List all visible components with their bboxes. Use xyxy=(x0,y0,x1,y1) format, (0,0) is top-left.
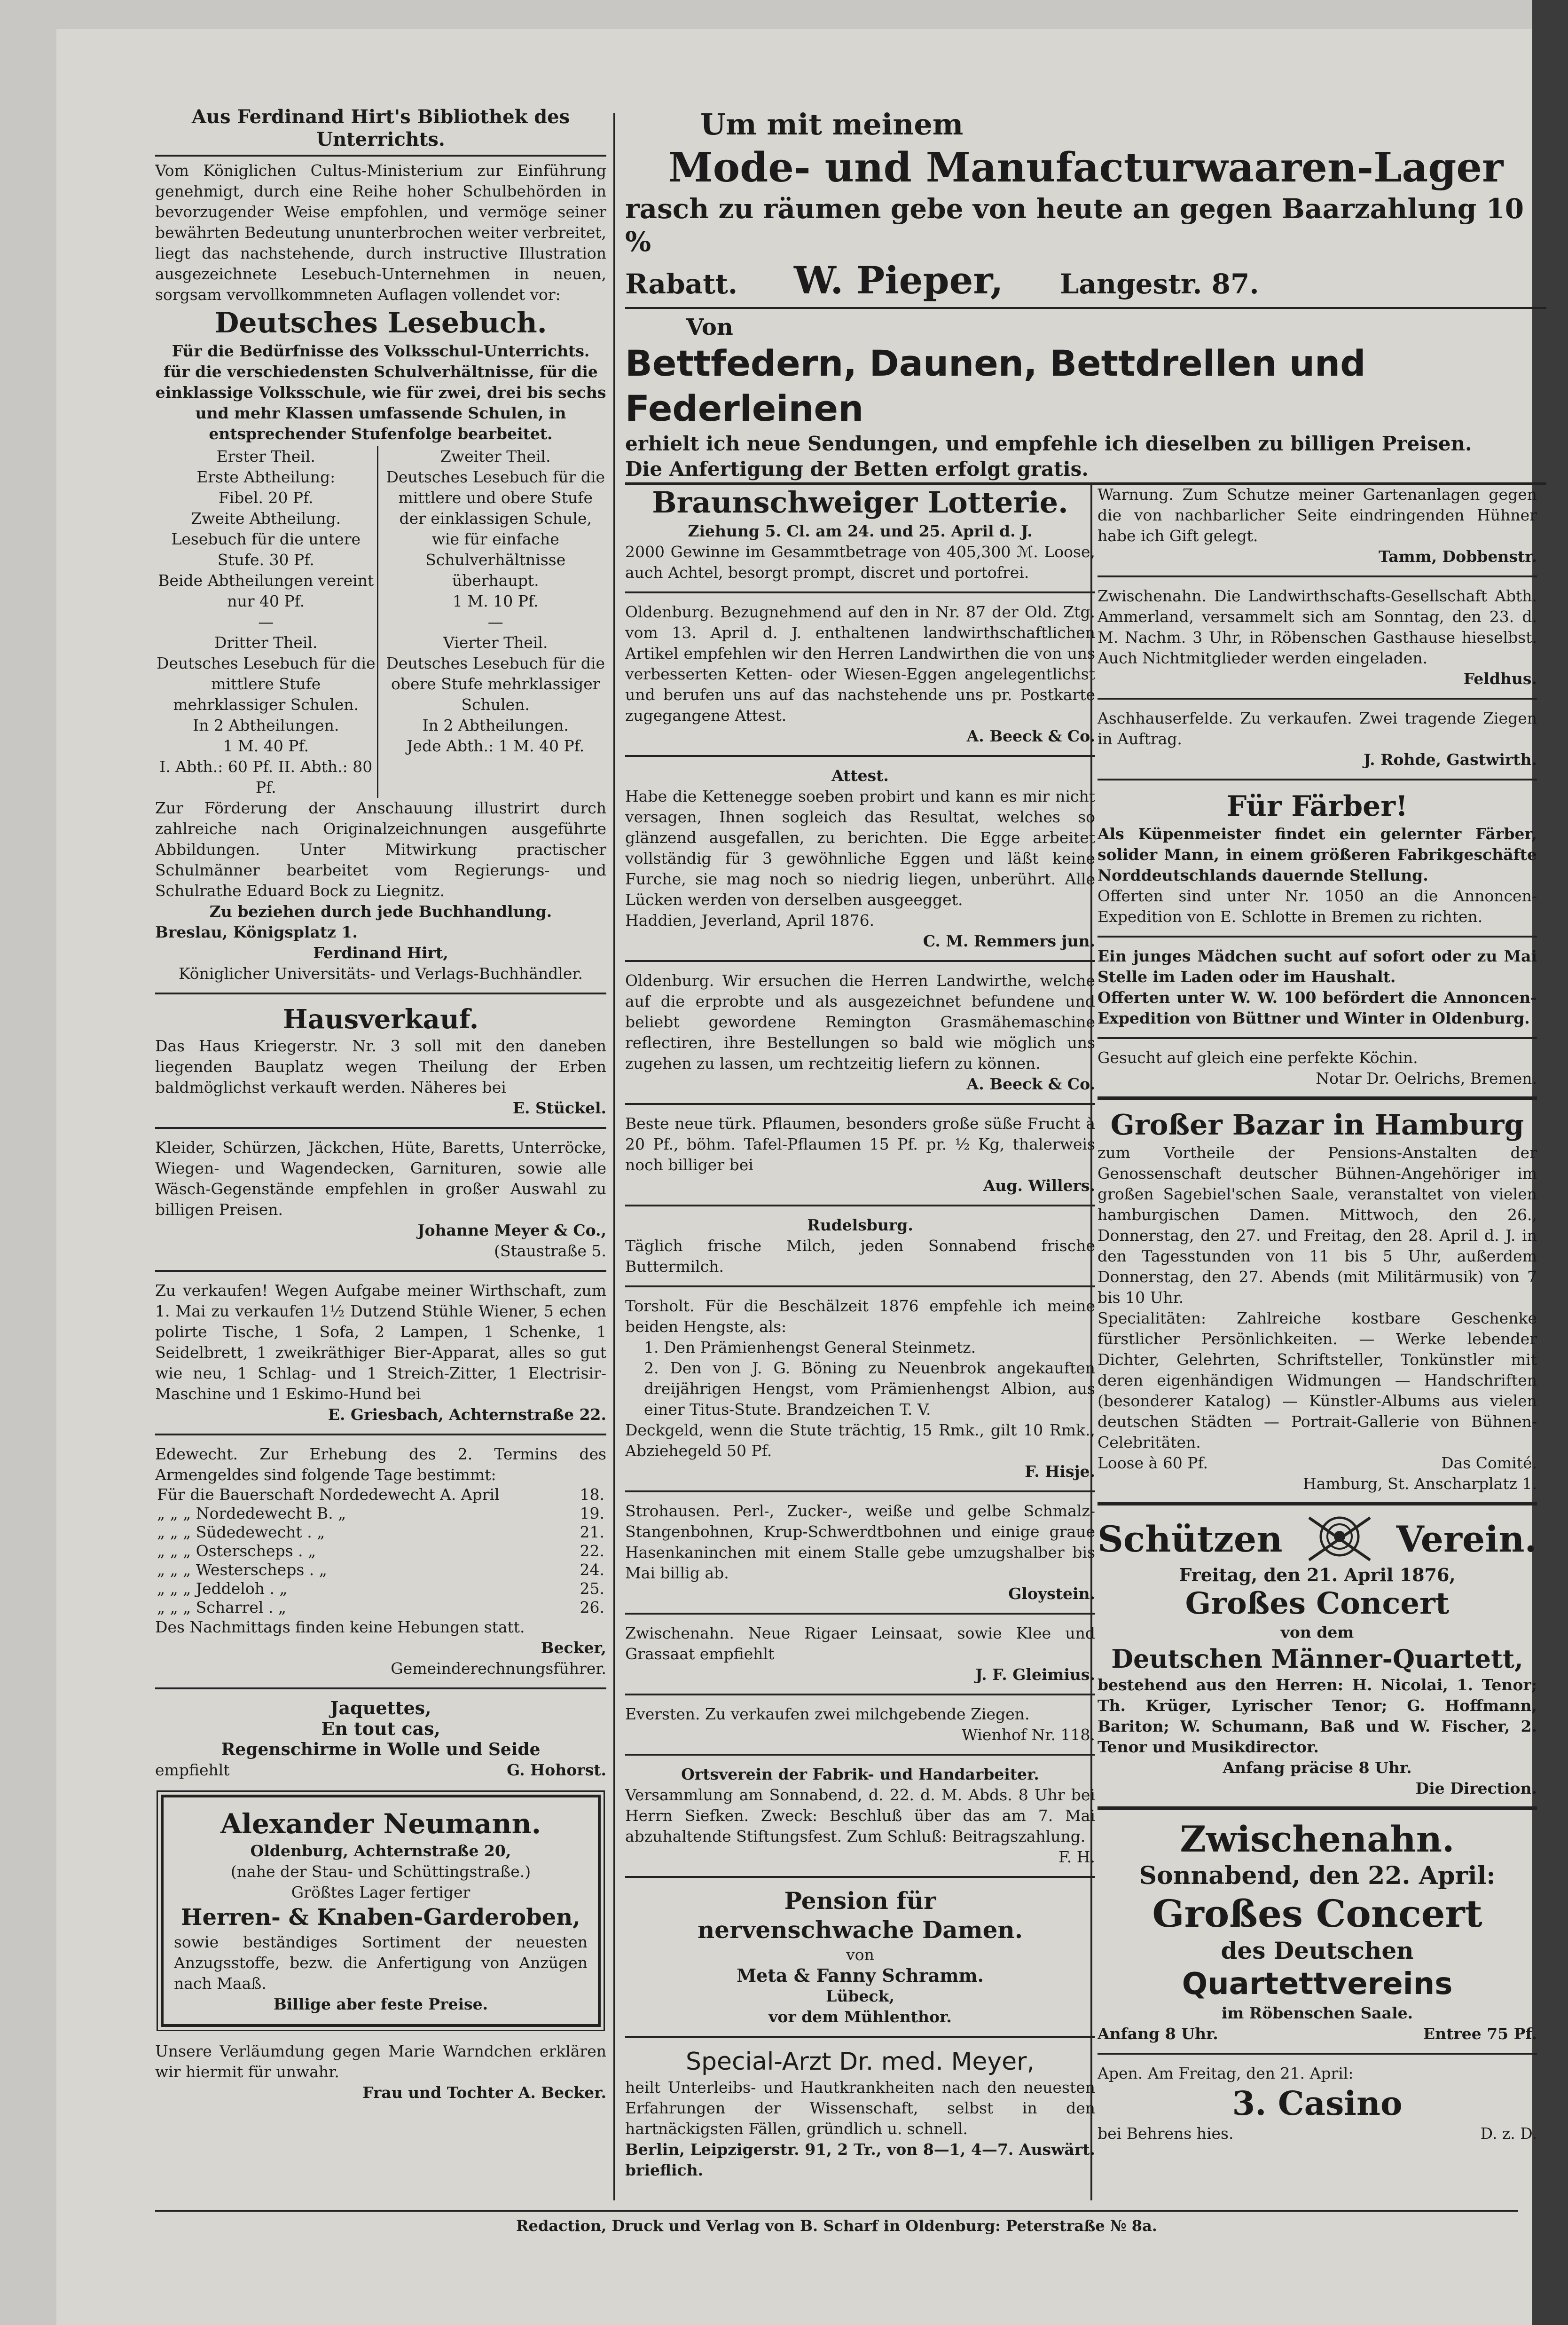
hirt-buy: Zu beziehen durch jede Buchhandlung. xyxy=(209,902,552,921)
schedule-place: „ „ „ Scharrel . „ xyxy=(157,1598,286,1616)
edewecht-intro: Edewecht. Zur Erhebung des 2. Termins des Armengeldes sind folgende Tage bestimmt: xyxy=(155,1445,606,1484)
rudelsburg-text: Täglich frische Milch, jeden Sonnabend frische Buttermilch. xyxy=(625,1237,1095,1276)
neumann-title: Alexander Neumann. xyxy=(220,1808,541,1840)
bettfedern-text2: Die Anfertigung der Betten erfolgt gratis. xyxy=(625,457,1089,481)
pieper-addr: Langestr. 87. xyxy=(1059,268,1259,300)
zwischenahn-start: Anfang 8 Uhr. xyxy=(1098,2025,1218,2043)
divider xyxy=(625,1205,1095,1206)
apen-bei: bei Behrens hies. xyxy=(1098,2124,1234,2143)
hirt-end: Zur Förderung der Anschauung illustrirt durch zahlreiche nach Originalzeichnungen ausgeführte Abbildungen. Unter Mitwirkung practischer Schulmänner bearbeitet vom Regierungs- und Schulrathe Eduard Bock zu Liegnitz. xyxy=(155,799,606,900)
neumann-big: Herren- & Knaben-Garderoben, xyxy=(181,1904,580,1931)
ortsverein-sig: F. H. xyxy=(1058,1848,1095,1866)
divider xyxy=(155,1434,606,1435)
schuetzen-quartett: Deutschen Männer-Quartett, xyxy=(1111,1644,1523,1674)
zwischenahn-gesellschaft: Zwischenahn. Die Landwirthschafts-Gesellschaft Abth. Ammerland, versammelt sich am Sonntag, den 23. d. M. Nachm. 3 Uhr, in Röbenschen Gasthause hieselbst. Auch Nichtmitglieder werden eingeladen. xyxy=(1098,587,1537,667)
schedule-row xyxy=(155,1523,606,1542)
lesebuch-sub2: für die verschiedensten Schulverhältnisse, für die einklassige Volksschule, wie für zwei, drei bis sechs und mehr Klassen umfassende Schulen, in entsprechender Stufenfolge bearbeitet. xyxy=(155,363,606,443)
pension-2: nervenschwache Damen. xyxy=(697,1916,1023,1944)
schuetzen-word: Schützen xyxy=(1098,1518,1283,1560)
imprint-footer xyxy=(155,2210,1518,2249)
schedule-place: „ „ „ Osterscheps . „ xyxy=(157,1542,316,1560)
aschhauserfelde-text: Aschhauserfelde. Zu verkaufen. Zwei tragende Ziegen in Auftrag. xyxy=(1098,709,1537,748)
special-arzt-title: Special-Arzt Dr. med. Meyer, xyxy=(685,2048,1035,2076)
verkauf-text: Zu verkaufen! Wegen Aufgabe meiner Wirthschaft, zum 1. Mai zu verkaufen 1½ Dutzend Stühle Wiener, 5 echen polirte Tische, 1 Sofa, 2 Lampen, 1 Schenke, 1 Seidelbrett, 1 zweikräthiger Bier-Apparat, alles so gut wie neu, 1 Schlag- und 1 Streich-Zitter, 1 Electrisir-Maschine und 1 Eskimo-Hund bei xyxy=(155,1281,606,1403)
schedule-date: 22. xyxy=(580,1542,604,1560)
bettfedern-headline: Bettfedern, Daunen, Bettdrellen und Federleinen xyxy=(625,342,1366,429)
verein-word: Verein. xyxy=(1396,1518,1537,1560)
hausverkauf-title: Hausverkauf. xyxy=(282,1004,479,1035)
bazar-text2: Specialitäten: Zahlreiche kostbare Geschenke fürstlicher Persönlichkeiten. — Werke lebender Dichter, Gelehrten, Schriftsteller, Tonkünstler mit deren eigenhändigen Widmungen — Handschriften (besonderer Katalog) — Künstler-Albums aus vielen deutschen Städten — Portrait-Gallerie von Bühnen-Celebritäten. xyxy=(1098,1309,1537,1451)
lesebuch-left-line: I. Abth.: 60 Pf. II. Abth.: 80 Pf. xyxy=(159,757,373,796)
schedule-place: „ „ „ Südedewecht . „ xyxy=(157,1523,325,1541)
warndchen-name: Frau und Tochter A. Becker. xyxy=(362,2083,606,2102)
schedule-row xyxy=(155,1542,606,1561)
edewecht-name: Becker, xyxy=(541,1639,606,1657)
schedule-place: „ „ „ Nordedewecht B. „ xyxy=(157,1504,346,1522)
pension-1: Pension für xyxy=(784,1887,936,1915)
schedule-row xyxy=(155,1561,606,1579)
divider xyxy=(625,1613,1095,1615)
imprint-text: Redaction, Druck und Verlag von B. Scharf in Oldenburg: Peterstraße № 8a. xyxy=(516,2217,1157,2235)
wienhof-name: Wienhof Nr. 118. xyxy=(962,1726,1095,1744)
neumann-ad-box xyxy=(161,1795,601,2027)
attest-text: Habe die Kettenegge soeben probirt und kann es mir nicht versagen, Ihnen sogleich das Resultat, welches so glänzend ausgefallen, zu berichten. Die Egge arbeitet vollständig für 3 gewöhnliche Eggen und läßt keine Furche, sie mag noch so niedrig liegen, unberührt. Alle Lücken werden von derselben ausgeegget. xyxy=(625,787,1095,909)
zwischenahn-des: des Deutschen xyxy=(1221,1937,1414,1964)
divider xyxy=(1098,575,1537,577)
schedule-date: 21. xyxy=(580,1523,604,1541)
pension-5: Lübeck, xyxy=(826,1987,894,2005)
divider xyxy=(625,755,1095,757)
divider xyxy=(625,1754,1095,1756)
lesebuch-left-line: 1 M. 40 Pf. xyxy=(223,737,309,755)
hirt-name: Ferdinand Hirt, xyxy=(313,944,448,962)
divider xyxy=(1098,1037,1537,1039)
lotterie-title: Braunschweiger Lotterie. xyxy=(652,485,1068,520)
schedule-place: „ „ „ Jeddeloh . „ xyxy=(157,1579,288,1598)
column-middle xyxy=(625,484,1095,2196)
lesebuch-parts xyxy=(155,446,606,798)
koechin-text: Gesucht auf gleich eine perfekte Köchin. xyxy=(1098,1048,1418,1067)
target-emblem-icon xyxy=(1304,1513,1375,1565)
lesebuch-right-line: — xyxy=(487,613,503,631)
warndchen-text: Unsere Verläumdung gegen Marie Warndchen erklären wir hiermit für unwahr. xyxy=(155,2042,606,2081)
schedule-row xyxy=(155,1598,606,1617)
pieper-line2: Mode- und Manufacturwaaren-Lager xyxy=(668,144,1504,191)
lesebuch-left-line: Lesebuch für die untere Stufe. 30 Pf. xyxy=(171,530,361,569)
top-advertisement xyxy=(625,106,1546,482)
gloystein-name: Gloystein. xyxy=(1008,1584,1095,1603)
apen-text: Apen. Am Freitag, den 21. April: xyxy=(1098,2064,1354,2082)
torsholt-text: Torsholt. Für die Beschälzeit 1876 empfehle ich meine beiden Hengste, als: xyxy=(625,1297,1095,1336)
divider xyxy=(155,1127,606,1129)
divider xyxy=(625,1876,1095,1878)
zwischenahn-entree: Entree 75 Pf. xyxy=(1423,2025,1537,2043)
tamm-name: Tamm, Dobbenstr. xyxy=(1378,547,1537,566)
faerber-title: Für Färber! xyxy=(1226,790,1408,823)
pieper-line4 xyxy=(625,258,1546,302)
hausverkauf-text: Das Haus Kriegerstr. Nr. 3 soll mit den daneben liegenden Bauplatz wegen Theilung der Erben baldmöglichst verkauft werden. Näheres bei xyxy=(155,1037,606,1096)
column-right xyxy=(1098,484,1537,2196)
schuetzen-header xyxy=(1098,1513,1537,1565)
ortsverein-title: Ortsverein der Fabrik- und Handarbeiter. xyxy=(681,1765,1039,1783)
bettfedern-text: erhielt ich neue Sendungen, und empfehle ich dieselben zu billigen Preisen. xyxy=(625,432,1472,455)
lesebuch-parts-left xyxy=(155,446,377,798)
divider xyxy=(625,2036,1095,2038)
schedule-date: 25. xyxy=(580,1579,604,1598)
lesebuch-right-line: Jede Abth.: 1 M. 40 Pf. xyxy=(407,737,585,755)
neumann-sub: (nahe der Stau- und Schüttingstraße.) xyxy=(230,1862,531,1881)
schedule-date: 26. xyxy=(580,1598,604,1616)
zwischenahn-leinsaat: Zwischenahn. Neue Rigaer Leinsaat, sowie Klee und Grassaat empfiehlt xyxy=(625,1624,1095,1663)
neumann-addr: Oldenburg, Achternstraße 20, xyxy=(250,1842,511,1860)
lesebuch-left-line: Zweite Abtheilung. xyxy=(191,509,341,528)
zwischenahn-qv: Quartettvereins xyxy=(1182,1967,1453,2002)
rudelsburg-title: Rudelsburg. xyxy=(807,1216,913,1234)
hohorst-name: G. Hohorst. xyxy=(507,1761,606,1779)
kleider-name: Johanne Meyer & Co., xyxy=(417,1221,606,1239)
lesebuch-right-line: Deutsches Lesebuch für die obere Stufe mehrklassiger Schulen. xyxy=(386,654,605,714)
zwischenahn-footer xyxy=(1098,2024,1537,2044)
oldenburg-eggen: Oldenburg. Bezugnehmend auf den in Nr. 87 der Old. Ztg. vom 13. April d. J. enthaltenen landwirthschaftlichen Artikel empfehlen wir den Herren Landwirthen die von uns verbesserten Ketten- oder Wiesen-Eggen angelegentlichst und berufen uns auf das nachstehende uns pr. Postkarte zugegangene Attest. xyxy=(625,603,1095,725)
schedule-date: 18. xyxy=(580,1485,604,1504)
lesebuch-right-line: Zweiter Theil. xyxy=(440,447,551,465)
divider xyxy=(1098,779,1537,780)
faerber-text: Als Küpenmeister findet ein gelernter Färber, solider Mann, in einem größeren Fabrikgeschäfte Norddeutschlands dauernde Stellung. xyxy=(1098,825,1537,884)
schedule-row xyxy=(155,1504,606,1523)
column-left xyxy=(155,106,606,2193)
bazar-footer xyxy=(1098,1453,1537,1474)
hirt-intro: Vom Königlichen Cultus-Ministerium zur Einführung genehmigt, durch eine Reihe hoher Schulbehörden in bevorzugender Weise empfohlen, und vermöge seiner bewährten Bedeutung ununterbrochen weiter verbreitet, liegt das nachstehende, durch instructive Illustration ausgezeichnete Lesebuch-Unternehmen in neuen, sorgsam vervollkommneten Auflagen vollendet vor: xyxy=(155,161,606,304)
kleider-addr: (Staustraße 5. xyxy=(494,1242,606,1260)
divider xyxy=(1098,1096,1537,1100)
divider xyxy=(1098,1806,1537,1810)
lesebuch-left-line: Deutsches Lesebuch für die mittlere Stufe mehrklassiger Schulen. xyxy=(156,654,376,714)
divider xyxy=(155,1270,606,1272)
schedule-place: Für die Bauerschaft Nordedewecht A. April xyxy=(157,1485,500,1504)
empfiehlt: empfiehlt xyxy=(155,1761,230,1779)
divider xyxy=(155,993,606,994)
schedule-row xyxy=(155,1485,606,1504)
en-tout-cas: En tout cas, xyxy=(321,1718,440,1739)
zwischenahn-concert-big: Großes Concert xyxy=(1152,1892,1482,1936)
special-arzt-addr: Berlin, Leipzigerstr. 91, 2 Tr., von 8—1, 4—7. Auswärt. brieflich. xyxy=(625,2140,1095,2179)
attest-name: C. M. Remmers jun. xyxy=(923,932,1095,950)
pflaumen-text: Beste neue türk. Pflaumen, besonders große süße Frucht à 20 Pf., böhm. Tafel-Pflaumen 15 Pf. pr. ½ Kg, thalerweis noch billiger bei xyxy=(625,1114,1095,1174)
divider xyxy=(625,1103,1095,1105)
apen-casino: 3. Casino xyxy=(1232,2084,1403,2123)
beeck-name-2: A. Beeck & Co. xyxy=(966,1075,1095,1093)
feldhus-name: Feldhus. xyxy=(1463,670,1537,688)
hirt-role: Königlicher Universitäts- und Verlags-Buchhändler. xyxy=(179,964,583,983)
schuetzen-concert: Großes Concert xyxy=(1185,1586,1450,1621)
hirt-addr: Breslau, Königsplatz 1. xyxy=(155,923,358,941)
divider xyxy=(625,591,1095,593)
special-arzt-text: heilt Unterleibs- und Hautkrankheiten nach den neuesten Erfahrungen der Wissenschaft, selbst in den hartnäckigsten Fällen, gründlich u. schnell. xyxy=(625,2078,1095,2138)
apen-footer xyxy=(1098,2123,1537,2144)
edewecht-role: Gemeinderechnungsführer. xyxy=(391,1659,606,1678)
faerber-text2: Offerten sind unter Nr. 1050 an die Annoncen-Expedition von E. Schlotte in Bremen zu richten. xyxy=(1098,887,1537,926)
lesebuch-right-line: Deutsches Lesebuch für die mittlere und obere Stufe der einklassigen Schule, wie für einfache Schulverhältnisse überhaupt. xyxy=(386,468,605,590)
rohde-name: J. Rohde, Gastwirth. xyxy=(1364,750,1537,769)
divider xyxy=(625,960,1095,962)
divider xyxy=(625,307,1546,309)
attest-place: Haddien, Jeverland, April 1876. xyxy=(625,911,875,930)
neumann-text: sowie beständiges Sortiment der neuesten Anzugsstoffe, bezw. die Anfertigung von Anzügen nach Maaß. xyxy=(174,1933,588,1993)
von-label: Von xyxy=(686,314,733,340)
verkauf-name: E. Griesbach, Achternstraße 22. xyxy=(328,1405,606,1424)
lesebuch-right-line: Vierter Theil. xyxy=(443,633,548,652)
divider xyxy=(625,1694,1095,1695)
zwischenahn-concert-title: Zwischenahn. xyxy=(1180,1818,1455,1860)
kleider-text: Kleider, Schürzen, Jäckchen, Hüte, Baretts, Unterröcke, Wiegen- und Wagendecken, Garnituren, sowie alle Wäsch-Gegenstände empfehlen in großer Auswahl zu billigen Preisen. xyxy=(155,1138,606,1219)
lesebuch-title: Deutsches Lesebuch. xyxy=(214,307,547,339)
zwischenahn-saal: im Röbenschen Saale. xyxy=(1221,2004,1413,2022)
lesebuch-left-line: Beide Abtheilungen vereint nur 40 Pf. xyxy=(158,571,374,610)
divider xyxy=(1098,698,1537,700)
schedule-row xyxy=(155,1579,606,1598)
beeck-name-1: A. Beeck & Co. xyxy=(966,727,1095,745)
bazar-title: Großer Bazar in Hamburg xyxy=(1110,1109,1524,1142)
schuetzen-date: Freitag, den 21. April 1876, xyxy=(1179,1564,1456,1585)
lesebuch-left-line: Fibel. 20 Pf. xyxy=(218,489,314,507)
apen-sig: D. z. D. xyxy=(1480,2124,1537,2143)
maedchen-text: Ein junges Mädchen sucht auf sofort oder zu Mai Stelle im Laden oder im Haushalt. xyxy=(1098,947,1537,986)
lesebuch-sub: Für die Bedürfnisse des Volksschul-Unterrichts. xyxy=(172,342,590,360)
torsholt-3: Deckgeld, wenn die Stute trächtig, 15 Rmk., gilt 10 Rmk., Abziehegeld 50 Pf. xyxy=(625,1421,1095,1460)
gleimius-name: J. F. Gleimius. xyxy=(975,1665,1095,1684)
bazar-lose: Loose à 60 Pf. xyxy=(1098,1454,1208,1472)
divider xyxy=(625,1285,1095,1287)
bazar-addr: Hamburg, St. Anscharplatz 1. xyxy=(1302,1474,1537,1493)
schuetzen-start: Anfang präcise 8 Uhr. xyxy=(1223,1758,1412,1777)
eversten-text: Eversten. Zu verkaufen zwei milchgebende Ziegen. xyxy=(625,1705,1030,1723)
jaquettes: Jaquettes, xyxy=(330,1697,431,1718)
torsholt-2: 2. Den von J. G. Böning zu Neuenbrok angekauften dreijährigen Hengst, vom Prämienhengst Albion, aus einer Titus-Stute. Brandzeichen T. V. xyxy=(644,1359,1095,1419)
edewecht-end: Des Nachmittags finden keine Hebungen statt. xyxy=(155,1618,525,1636)
strohausen-text: Strohausen. Perl-, Zucker-, weiße und gelbe Schmalz-Stangenbohnen, Krup-Schwerdtbohnen und einige graue Hasenkaninchen mit einem Stalle gebe umzugshalber bis Mai billig ab. xyxy=(625,1502,1095,1582)
lesebuch-left-line: Erster Theil. xyxy=(216,447,315,465)
lesebuch-right-line: 1 M. 10 Pf. xyxy=(453,592,539,610)
oelrichs-name: Notar Dr. Oelrichs, Bremen. xyxy=(1316,1069,1537,1088)
column-rule xyxy=(613,113,615,2200)
regenschirme: Regenschirme in Wolle und Seide xyxy=(221,1740,541,1759)
pension-4: Meta & Fanny Schramm. xyxy=(737,1965,984,1986)
maedchen-text2: Offerten unter W. W. 100 befördert die Annoncen-Expedition von Büttner und Winter in Oldenburg. xyxy=(1098,988,1537,1027)
divider xyxy=(155,1687,606,1689)
warnung-text: Warnung. Zum Schutze meiner Gartenanlagen gegen die von nachbarlicher Seite eindringenden Hühner habe ich Gift gelegt. xyxy=(1098,485,1537,545)
hisje-name: F. Hisje. xyxy=(1025,1462,1095,1481)
hausverkauf-name: E. Stückel. xyxy=(512,1099,606,1117)
lesebuch-parts-right xyxy=(377,446,607,798)
lesebuch-left-line: Dritter Theil. xyxy=(214,633,318,652)
pension-6: vor dem Mühlenthor. xyxy=(768,2008,952,2026)
torsholt-1: 1. Den Prämienhengst General Steinmetz. xyxy=(644,1338,976,1356)
lesebuch-right-line: In 2 Abtheilungen. xyxy=(422,716,569,734)
neumann-lager: Größtes Lager fertiger xyxy=(291,1883,470,1901)
pieper-rabatt: Rabatt. xyxy=(625,268,738,300)
lotterie-text: 2000 Gewinne im Gesammtbetrage von 405,300 ℳ. Loose, auch Achtel, besorgt prompt, discret und portofrei. xyxy=(625,543,1095,582)
schedule-date: 24. xyxy=(580,1561,604,1579)
neumann-end: Billige aber feste Preise. xyxy=(273,1995,488,2013)
jaquettes-footer xyxy=(155,1760,606,1781)
divider xyxy=(1098,2053,1537,2055)
divider xyxy=(625,1490,1095,1492)
schuetzen-direction: Die Direction. xyxy=(1415,1779,1537,1797)
lotterie-sub: Ziehung 5. Cl. am 24. und 25. April d. J. xyxy=(688,522,1033,540)
ortsverein-text: Versammlung am Sonnabend, d. 22. d. M. Abds. 8 Uhr bei Herrn Siefken. Zweck: Beschluß über das am 7. Mai abzuhaltende Stiftungsfest. Zum Schluß: Beitragszahlung. xyxy=(625,1786,1095,1845)
schuetzen-text: bestehend aus den Herren: H. Nicolai, 1. Tenor; Th. Krüger, Lyrischer Tenor; G. Hoffmann, Bariton; W. Schumann, Baß und W. Fischer, 2. Tenor und Musikdirector. xyxy=(1098,1676,1537,1756)
schedule-place: „ „ „ Westerscheps . „ xyxy=(157,1561,327,1579)
willers-name: Aug. Willers. xyxy=(983,1176,1095,1195)
pieper-line3: rasch zu räumen gebe von heute an gegen Baarzahlung 10 % xyxy=(625,193,1524,258)
pieper-line1: Um mit meinem xyxy=(700,107,964,142)
edewecht-schedule xyxy=(155,1485,606,1617)
oldenburg-remington: Oldenburg. Wir ersuchen die Herren Landwirthe, welche auf die erprobte und als ausgezeichnet befundene und beliebt gewordene Remington Grasmähemaschine reflectiren, ihre Bestellungen so bald wie möglich uns zugehen zu lassen, um rechtzeitig liefern zu können. xyxy=(625,971,1095,1072)
lesebuch-left-line: — xyxy=(258,613,274,631)
bazar-comite: Das Comité. xyxy=(1441,1454,1537,1472)
bazar-text: zum Vortheile der Pensions-Anstalten der Genossenschaft deutscher Bühnen-Angehöriger im großen Sagebiel'schen Saale, veranstaltet von vielen hamburgischen Damen. Mittwoch, den 26., Donnerstag, den 27. und Freitag, den 28. April d. J. in den Tagesstunden von 11 bis 5 Uhr, außerdem Donnerstag, den 27. Abends (mit Militärmusik) von 7 bis 10 Uhr. xyxy=(1098,1143,1537,1307)
lesebuch-left-line: In 2 Abtheilungen. xyxy=(193,716,339,734)
attest-title: Attest. xyxy=(831,766,889,785)
schedule-date: 19. xyxy=(580,1504,604,1522)
divider xyxy=(1098,936,1537,938)
pieper-name: W. Pieper, xyxy=(794,258,1004,302)
schuetzen-von: von dem xyxy=(1280,1623,1354,1641)
hirt-title: Aus Ferdinand Hirt's Bibliothek des Unterrichts. xyxy=(191,106,570,150)
divider xyxy=(1098,1502,1537,1505)
pension-3: von xyxy=(846,1946,874,1964)
divider xyxy=(155,155,606,157)
zwischenahn-concert-date: Sonnabend, den 22. April: xyxy=(1139,1861,1496,1890)
lesebuch-left-line: Erste Abtheilung: xyxy=(196,468,336,486)
